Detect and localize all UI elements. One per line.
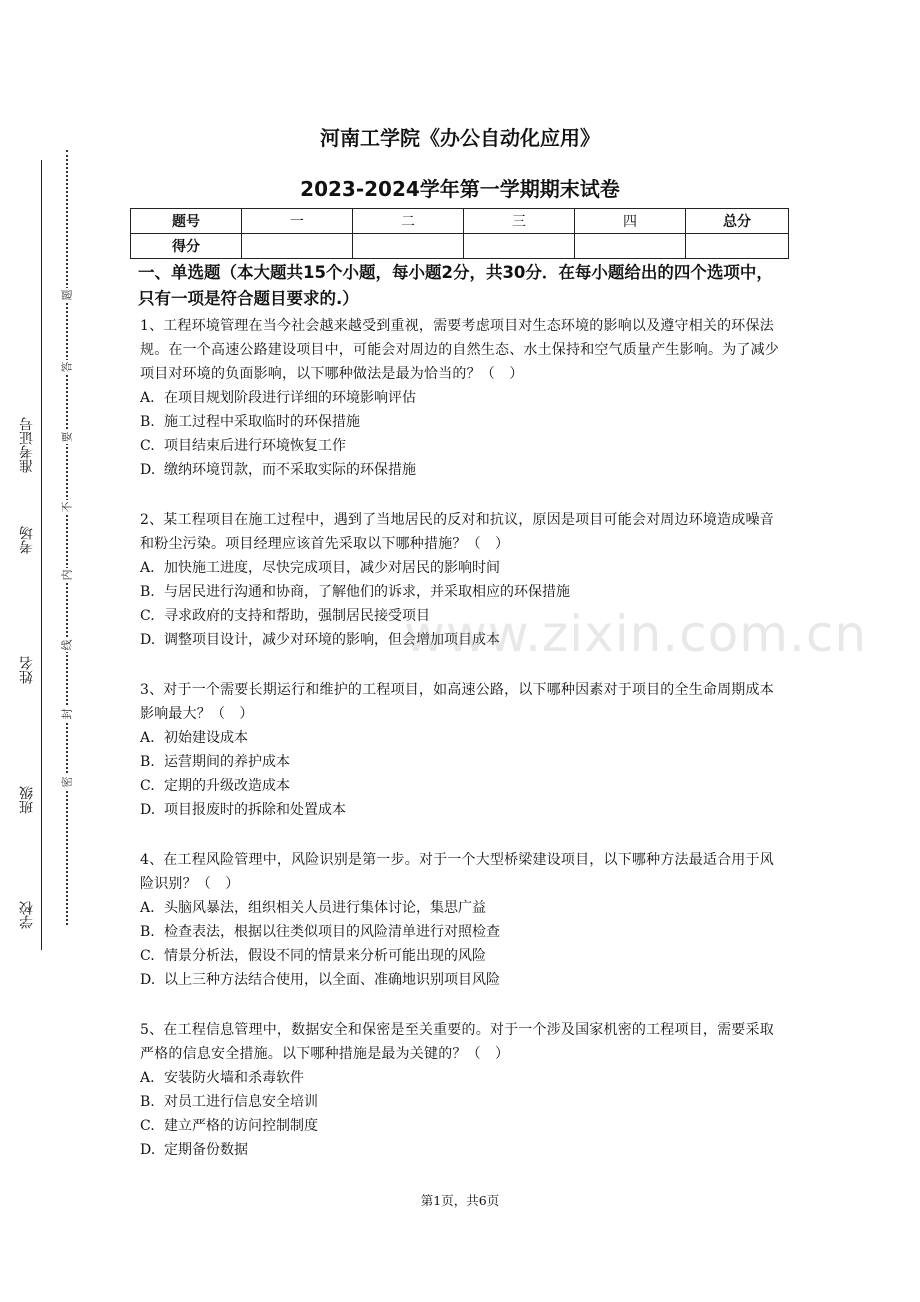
option-a[interactable]: A. 安装防火墙和杀毒软件 (140, 1070, 304, 1086)
option-b[interactable]: B. 与居民进行沟通和协商，了解他们的诉求，并采取相应的环保措施 (140, 584, 570, 600)
score-cell[interactable] (686, 234, 789, 259)
section-heading: 一、单选题（本大题共15个小题，每小题2分，共30分．在每小题给出的四个选项中，只有一项是符合题目要求的.） (138, 263, 773, 308)
question-stem: 3、对于一个需要长期运行和维护的工程项目，如高速公路，以下哪种因素对于项目的全生命周期成本影响最大？（ ） (140, 682, 774, 722)
option-b[interactable]: B. 检查表法，根据以往类似项目的风险清单进行对照检查 (140, 924, 500, 940)
seal-dotted-line (66, 150, 68, 925)
score-header-cell: 总分 (686, 209, 789, 234)
question-stem: 2、某工程项目在施工过程中，遇到了当地居民的反对和抗议，原因是项目可能会对周边环境造成噪音和粉尘污染。项目经理应该首先采取以下哪种措施？（ ） (140, 512, 774, 552)
score-cell[interactable] (353, 234, 464, 259)
question-stem: 4、在工程风险管理中，风险识别是第一步。对于一个大型桥梁建设项目，以下哪种方法最适合用于风险识别？（ ） (140, 852, 774, 892)
seal-char: 密 (60, 776, 73, 788)
option-d[interactable]: D. 缴纳环境罚款，而不采取实际的环保措施 (140, 462, 416, 478)
binding-underline (41, 160, 42, 950)
question-stem: 1、工程环境管理在当今社会越来越受到重视，需要考虑项目对生态环境的影响以及遵守相关的环保法规。在一个高速公路建设项目中，可能会对周边的自然生态、水土保持和空气质量产生影响。为了减少项目对环境的负面影响，以下哪种做法是最为恰当的？（ ） (140, 318, 779, 382)
site-watermark: www.zixin.com.cn (404, 605, 868, 663)
question-3 (140, 678, 785, 822)
question-5 (140, 1018, 785, 1162)
option-a[interactable]: A. 头脑风暴法，组织相关人员进行集体讨论，集思广益 (140, 900, 486, 916)
option-c[interactable]: C. 建立严格的访问控制制度 (140, 1118, 318, 1134)
exam-room-field[interactable]: 考场 (19, 526, 35, 554)
admission-number-field[interactable]: 准考证号 (19, 417, 35, 473)
seal-char: 要 (60, 431, 73, 443)
option-c[interactable]: C. 寻求政府的支持和帮助，强制居民接受项目 (140, 608, 430, 624)
exam-title: 河南工学院《办公自动化应用》 (320, 126, 600, 150)
option-a[interactable]: A. 在项目规划阶段进行详细的环境影响评估 (140, 390, 416, 406)
option-d[interactable]: D. 定期备份数据 (140, 1142, 248, 1158)
school-field[interactable]: 学校 (19, 901, 35, 929)
seal-char: 内 (60, 569, 73, 581)
page-footer: 第1页，共6页 (420, 1193, 500, 1208)
option-b[interactable]: B. 施工过程中采取临时的环保措施 (140, 414, 360, 430)
score-header-cell: 四 (575, 209, 686, 234)
seal-char: 不 (60, 501, 73, 513)
option-b[interactable]: B. 对员工进行信息安全培训 (140, 1094, 318, 1110)
option-c[interactable]: C. 情景分析法，假设不同的情景来分析可能出现的风险 (140, 948, 486, 964)
option-c[interactable]: C. 定期的升级改造成本 (140, 778, 290, 794)
seal-char: 封 (60, 708, 73, 720)
option-d[interactable]: D. 调整项目设计，减少对环境的影响，但会增加项目成本 (140, 632, 500, 648)
score-cell[interactable] (464, 234, 575, 259)
score-table-score-row (131, 234, 789, 259)
score-cell[interactable] (242, 234, 353, 259)
score-table-header-row (131, 209, 789, 234)
score-row-label: 得分 (131, 234, 242, 259)
exam-content (140, 260, 785, 1162)
name-field[interactable]: 姓名 (19, 656, 35, 684)
binding-margin (14, 160, 44, 950)
question-1 (140, 314, 785, 482)
seal-line (62, 150, 72, 925)
score-header-cell: 一 (242, 209, 353, 234)
score-header-cell: 三 (464, 209, 575, 234)
seal-char: 答 (60, 361, 73, 373)
question-stem: 5、在工程信息管理中，数据安全和保密是至关重要的。对于一个涉及国家机密的工程项目，需要采取严格的信息安全措施。以下哪种措施是最为关键的？（ ） (140, 1022, 774, 1062)
seal-char: 题 (60, 289, 73, 301)
score-header-cell: 二 (353, 209, 464, 234)
score-header-cell: 题号 (131, 209, 242, 234)
option-d[interactable]: D. 以上三种方法结合使用，以全面、准确地识别项目风险 (140, 972, 500, 988)
score-cell[interactable] (575, 234, 686, 259)
option-a[interactable]: A. 加快施工进度，尽快完成项目，减少对居民的影响时间 (140, 560, 500, 576)
score-table (130, 208, 789, 259)
question-4 (140, 848, 785, 992)
class-field[interactable]: 班级 (19, 786, 35, 814)
seal-char: 线 (60, 639, 73, 651)
option-c[interactable]: C. 项目结束后进行环境恢复工作 (140, 438, 346, 454)
option-d[interactable]: D. 项目报废时的拆除和处置成本 (140, 802, 346, 818)
option-b[interactable]: B. 运营期间的养护成本 (140, 754, 290, 770)
option-a[interactable]: A. 初始建设成本 (140, 730, 248, 746)
exam-subtitle: 2023-2024学年第一学期期末试卷 (300, 177, 620, 201)
